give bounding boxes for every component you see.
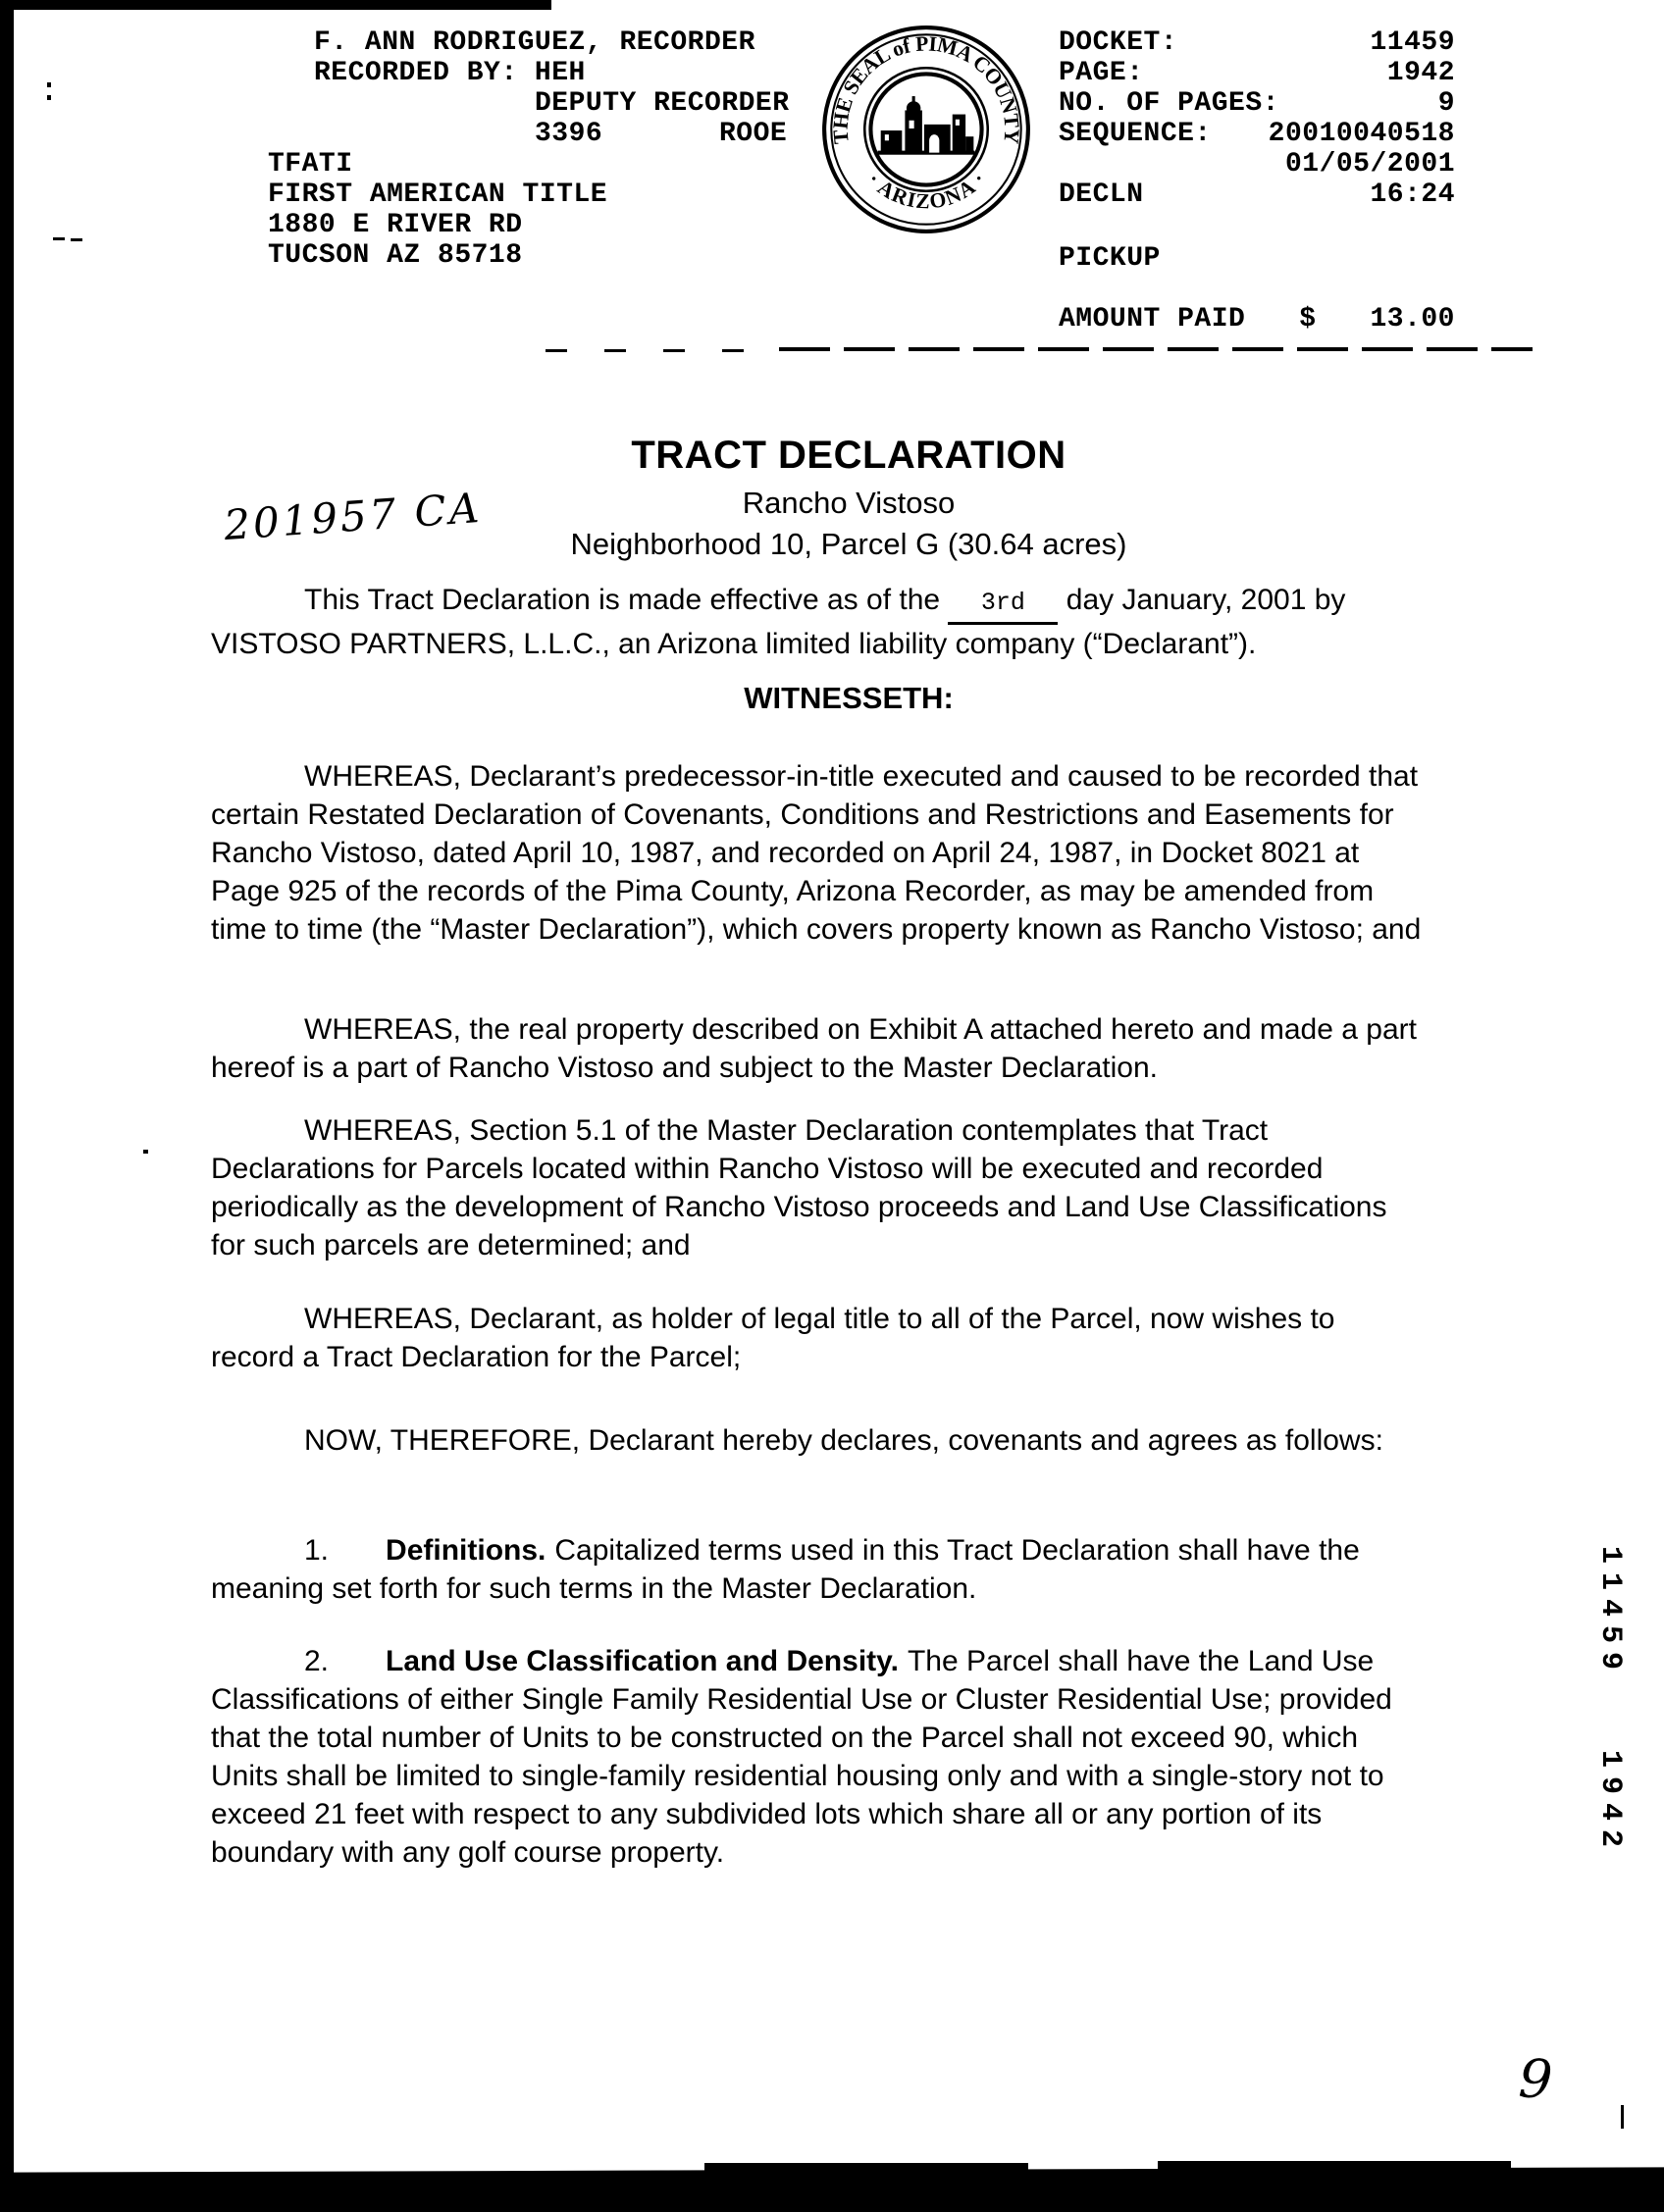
decln-label: DECLN — [1059, 180, 1144, 210]
handwritten-file-note: 201957 CA — [222, 483, 484, 550]
svg-text:· ARIZONA · — [862, 168, 990, 214]
decln-row — [1059, 180, 1455, 210]
recorder-name-line: F. ANN RODRIGUEZ, RECORDER — [314, 27, 755, 58]
sequence-value: 20010040518 — [1268, 119, 1455, 149]
effective-date-paragraph — [211, 581, 1426, 663]
pickup-label: PICKUP — [1059, 243, 1161, 274]
num-pages-value: 9 — [1437, 88, 1455, 119]
section-land-use — [211, 1642, 1426, 1872]
deputy-recorder-line: DEPUTY RECORDER — [535, 88, 790, 119]
document-title: TRACT DECLARATION — [631, 434, 1066, 477]
scan-artifact-tick — [1621, 2105, 1624, 2129]
whereas-master-declaration-paragraph: WHEREAS, Declarant’s predecessor-in-title executed and caused to be recorded that certain Restated Declaration of Covenants, Conditions and Restrictions and Easements for Rancho Vistoso, dated April 10, 1987, and recorded on April 24, 1987, in Docket 8021 at Page 925 of the records of the Pima County, Arizona Recorder, as may be amended from time to time (the “Master Declaration”), which covers property known as Rancho Vistoso; and — [211, 760, 1422, 946]
witnesseth-heading: WITNESSETH: — [744, 681, 954, 715]
seal-top-text: THE SEAL of PIMA COUNTY — [828, 31, 1024, 145]
seal-bottom-text: · ARIZONA · — [862, 167, 991, 214]
requestor-code: TFATI — [268, 149, 353, 180]
pima-county-seal — [820, 24, 1032, 235]
page-label: PAGE: — [1059, 58, 1144, 88]
date-blank-value: 3rd — [980, 589, 1025, 617]
currency-symbol: $ — [1299, 304, 1317, 334]
separator-dashes-left — [546, 349, 779, 352]
deputy-code: ROOE — [719, 119, 788, 149]
requestor-street: 1880 E RIVER RD — [268, 210, 523, 240]
handwritten-page-number: 9 — [1517, 2047, 1554, 2111]
section-heading: Definitions. — [386, 1534, 546, 1567]
deputy-number: 3396 — [535, 119, 603, 149]
section-heading: Land Use Classification and Density. — [386, 1645, 899, 1677]
section-body: The Parcel shall have the Land Use Classifications of either Single Family Residential Use or Cluster Residential Use; provided that the total number of Units to be constructed on the Parcel shall not exceed 90, which Units shall be limited to single-family residential housing only and with a single-story not to exceed 21 feet with respect to any subdivided lots which share all or any portion of its boundary with any golf course property. — [211, 1645, 1392, 1869]
subtitle-parcel: Neighborhood 10, Parcel G (30.64 acres) — [570, 527, 1127, 561]
page-value: 1942 — [1386, 58, 1455, 88]
sequence-label: SEQUENCE: — [1059, 119, 1212, 149]
margin-docket-number-vertical: 11459 — [1593, 1546, 1627, 1679]
num-pages-row — [1059, 88, 1455, 119]
requestor-name: FIRST AMERICAN TITLE — [268, 180, 608, 210]
seal-mission-illustration — [878, 96, 975, 155]
section-body: Capitalized terms used in this Tract Declaration shall have the meaning set forth for such terms in the Master Declaration. — [211, 1534, 1360, 1605]
docket-label: DOCKET: — [1059, 27, 1178, 58]
amount-paid-value: 13.00 — [1370, 304, 1455, 334]
whereas-declarant-title-paragraph: WHEREAS, Declarant, as holder of legal title to all of the Parcel, now wishes to record a Tract Declaration for the Parcel; — [211, 1303, 1335, 1373]
intro-text-after: day January, 2001 by VISTOSO PARTNERS, L.L.C., an Arizona limited liability company (“Declarant”). — [211, 584, 1346, 660]
sequence-row — [1059, 119, 1455, 149]
section-definitions — [211, 1531, 1426, 1608]
amount-paid-row — [1059, 304, 1455, 334]
scan-speck — [53, 237, 65, 240]
scan-artifact-bottom-bar — [0, 2167, 1664, 2212]
now-therefore-paragraph: NOW, THEREFORE, Declarant hereby declares, covenants and agrees as follows: — [304, 1424, 1383, 1457]
intro-text-before: This Tract Declaration is made effective as of the — [304, 584, 941, 616]
decln-value: 16:24 — [1370, 180, 1455, 210]
separator-dashed-rule — [779, 347, 1533, 351]
margin-page-number-vertical: 1942 — [1593, 1750, 1627, 1857]
section-number: 2. — [304, 1645, 330, 1677]
scan-artifact-left-strip — [0, 0, 14, 2212]
amount-paid-label: AMOUNT PAID — [1059, 304, 1246, 334]
date-row — [1059, 149, 1455, 180]
scan-speck — [47, 82, 51, 87]
recorded-by-line: RECORDED BY: HEH — [314, 58, 586, 88]
scan-speck — [143, 1150, 148, 1154]
page-row — [1059, 58, 1455, 88]
docket-value: 11459 — [1370, 27, 1455, 58]
requestor-city: TUCSON AZ 85718 — [268, 240, 523, 271]
subtitle-community: Rancho Vistoso — [742, 486, 956, 520]
date-value: 01/05/2001 — [1284, 149, 1455, 180]
num-pages-label: NO. OF PAGES: — [1059, 88, 1279, 119]
whereas-section-5-1-paragraph: WHEREAS, Section 5.1 of the Master Declaration contemplates that Tract Declarations for Parcels located within Rancho Vistoso will be executed and recorded periodically as the development of Rancho Vistoso proceeds and Land Use Classifications for such parcels are determined; and — [211, 1114, 1387, 1261]
docket-row — [1059, 27, 1455, 58]
scan-artifact-top-strip — [0, 0, 551, 10]
date-blank-underline — [948, 581, 1058, 625]
whereas-exhibit-a-paragraph: WHEREAS, the real property described on Exhibit A attached hereto and made a part hereof is a part of Rancho Vistoso and subject to the Master Declaration. — [211, 1013, 1417, 1084]
section-number: 1. — [304, 1534, 330, 1567]
